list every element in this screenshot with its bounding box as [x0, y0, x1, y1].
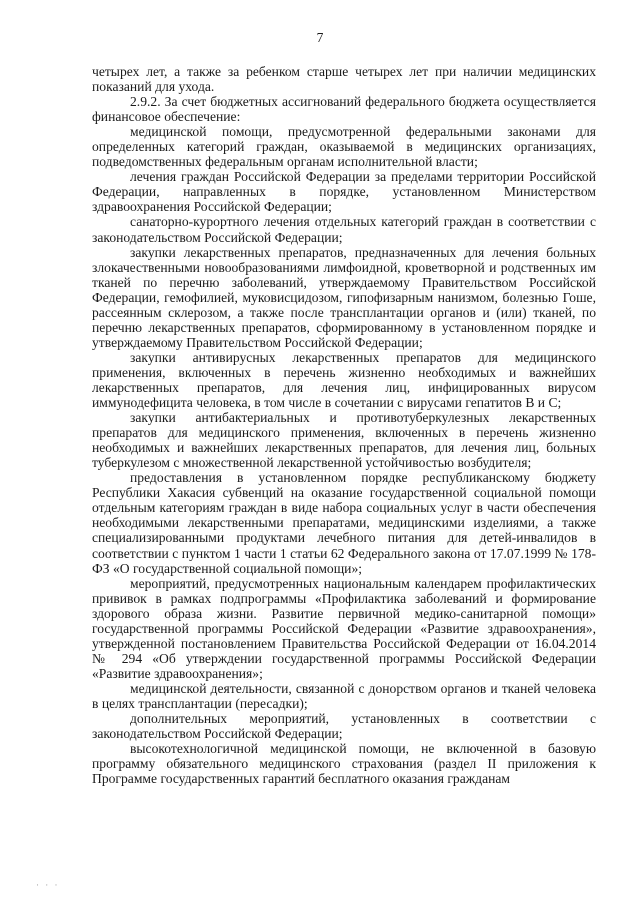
scan-artifact: · · ·: [36, 880, 60, 890]
paragraph-antiviral-drugs: закупки антивирусных лекарственных препаратов для медицинского применения, включенных в перечень жизненно необходимых и важнейших лекарственных препаратов, для лечения лиц, инфицированных вирусом иммунодефицита человека, в том числе в сочетании с вирусами гепатитов В и С;: [92, 349, 596, 411]
paragraph-subventions-khakassia: предоставления в установленном порядке республиканскому бюджету Республики Хакасия субвенций на оказание государственной социальной помощи отдельным категориям граждан в виде набора социальных услуг в части обеспечения необходимыми лекарственными препаратами, медицинскими изделиями, а также специализированными продуктами лечебного питания для детей-инвалидов в соответствии с пунктом 1 части 1 статьи 62 Федерального закона от 17.07.1999 № 178-ФЗ «О государственной социальной помощи»;: [92, 470, 596, 576]
paragraph-high-tech-care: высокотехнологичной медицинской помощи, не включенной в базовую программу обязательного медицинского страхования (раздел II приложения к Программе государственных гарантий бесплатного оказания гражданам: [92, 741, 596, 787]
paragraph-sanatorium: санаторно-курортного лечения отдельных категорий граждан в соответствии с законодательством Российской Федерации;: [92, 214, 596, 245]
paragraph-organ-donation: медицинской деятельности, связанной с донорством органов и тканей человека в целях трансплантации (пересадки);: [92, 680, 596, 711]
document-body: [92, 64, 596, 786]
paragraph-continuation: четырех лет, а также за ребенком старше четырех лет при наличии медицинских показаний для ухода.: [92, 64, 596, 95]
paragraph-treatment-abroad: лечения граждан Российской Федерации за пределами территории Российской Федерации, направленных в порядке, установленном Министерством здравоохранения Российской Федерации;: [92, 169, 596, 215]
paragraph-drug-purchases-oncology: закупки лекарственных препаратов, предназначенных для лечения больных злокачественными новообразованиями лимфоидной, кроветворной и родственных им тканей по перечню заболеваний, утверждаемому Правительством Российской Федерации, гемофилией, муковисцидозом, гипофизарным нанизмом, болезнью Гоше, рассеянным склерозом, а также после трансплантации органов и (или) тканей, по перечню лекарственных препаратов, сформированному в установленном порядке и утверждаемому Правительством Российской Федерации;: [92, 244, 596, 350]
paragraph-antibacterial-drugs: закупки антибактериальных и противотуберкулезных лекарственных препаратов для медицинского применения, включенных в перечень жизненно необходимых и важнейших лекарственных препаратов, для лечения лиц, больных туберкулезом с множественной лекарственной устойчивостью возбудителя;: [92, 410, 596, 471]
paragraph-additional-measures: дополнительных мероприятий, установленных в соответствии с законодательством Российской Федерации;: [92, 711, 596, 742]
paragraph-vaccination-calendar: мероприятий, предусмотренных национальным календарем профилактических прививок в рамках подпрограммы «Профилактика заболеваний и формирование здорового образа жизни. Развитие первичной медико-санитарной помощи» государственной программы Российской Федерации «Развитие здравоохранения», утвержденной постановлением Правительства Российской Федерации от 16.04.2014 № 294 «Об утверждении государственной программы Российской Федерации «Развитие здравоохранения»;: [92, 575, 596, 681]
paragraph-clause-2-9-2: 2.9.2. За счет бюджетных ассигнований федерального бюджета осуществляется финансовое обеспечение:: [92, 94, 596, 125]
page-number: 7: [316, 30, 324, 45]
paragraph-federal-laws-care: медицинской помощи, предусмотренной федеральными законами для определенных категорий граждан, оказываемой в медицинских организациях, подведомственных федеральным органам исполнительной власти;: [92, 124, 596, 170]
